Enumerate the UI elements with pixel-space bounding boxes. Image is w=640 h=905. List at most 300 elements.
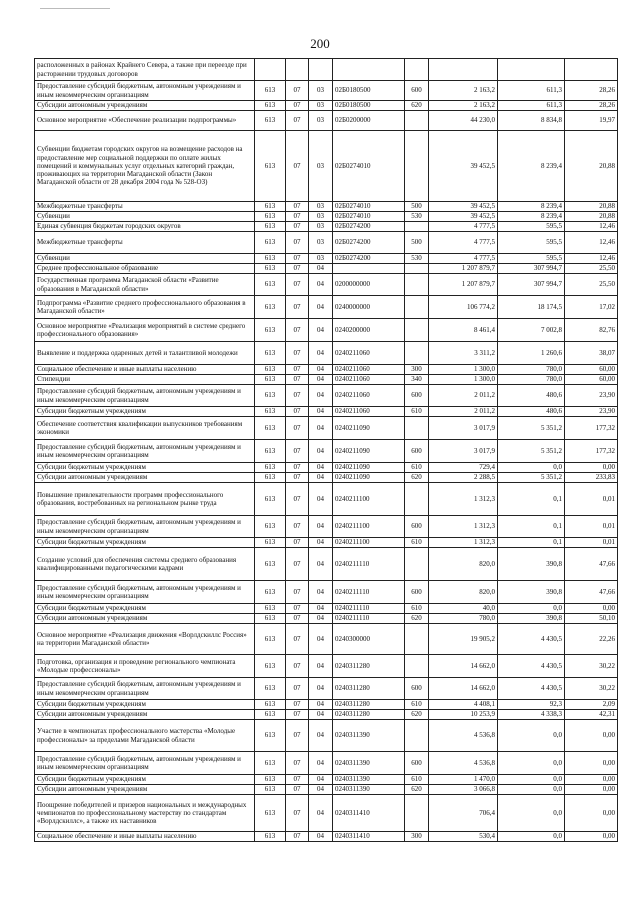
row-section: 07 [286, 264, 309, 274]
row-subsection: 04 [309, 342, 333, 365]
row-target-code: 0240311390 [333, 720, 405, 752]
row-section: 07 [286, 581, 309, 604]
row-percent: 17,02 [565, 296, 618, 319]
row-name: Предоставление субсидий бюджетным, автономным учреждениям и иным некоммерческим организациям [35, 752, 255, 775]
row-plan-amount: 4 536,8 [429, 720, 498, 752]
row-name: Участие в чемпионатах профессионального мастерства «Молодые профессионалы» за пределами Магаданской области [35, 720, 255, 752]
row-actual-amount: 0,0 [498, 795, 565, 832]
row-section: 07 [286, 604, 309, 614]
row-target-code: 0240211110 [333, 614, 405, 624]
row-name: Основное мероприятие «Реализация мероприятий в системе среднего профессионального образования» [35, 319, 255, 342]
row-name: Социальное обеспечение и иные выплаты населению [35, 832, 255, 842]
row-expense-type [405, 720, 429, 752]
row-subsection: 04 [309, 604, 333, 614]
row-percent: 0,00 [565, 720, 618, 752]
row-subsection: 04 [309, 375, 333, 385]
row-subsection: 04 [309, 795, 333, 832]
row-ministry-code: 613 [255, 319, 286, 342]
table-row [35, 212, 618, 222]
row-plan-amount: 1 207 879,7 [429, 274, 498, 296]
row-name: Предоставление субсидий бюджетным, автономным учреждениям и иным некоммерческим организациям [35, 81, 255, 101]
row-section: 07 [286, 131, 309, 202]
row-actual-amount: 611,3 [498, 81, 565, 101]
row-actual-amount: 390,8 [498, 581, 565, 604]
row-actual-amount: 0,0 [498, 604, 565, 614]
row-ministry-code: 613 [255, 795, 286, 832]
row-subsection: 04 [309, 710, 333, 720]
row-actual-amount [498, 59, 565, 81]
row-percent: 47,66 [565, 581, 618, 604]
table-row [35, 752, 618, 775]
row-subsection: 04 [309, 440, 333, 463]
row-actual-amount: 595,5 [498, 254, 565, 264]
table-row [35, 131, 618, 202]
row-subsection: 03 [309, 101, 333, 111]
row-section: 07 [286, 473, 309, 483]
row-ministry-code: 613 [255, 342, 286, 365]
row-subsection: 04 [309, 319, 333, 342]
table-row [35, 516, 618, 538]
row-target-code: 0240211110 [333, 604, 405, 614]
row-section: 07 [286, 440, 309, 463]
table-row [35, 59, 618, 81]
row-percent: 42,31 [565, 710, 618, 720]
row-section: 07 [286, 375, 309, 385]
row-actual-amount: 780,0 [498, 375, 565, 385]
row-expense-type: 500 [405, 202, 429, 212]
page-number: 200 [310, 36, 330, 51]
budget-table-body [35, 59, 618, 842]
table-row [35, 417, 618, 440]
row-ministry-code: 613 [255, 254, 286, 264]
row-name: Субсидии автономным учреждениям [35, 710, 255, 720]
row-ministry-code: 613 [255, 407, 286, 417]
row-ministry-code: 613 [255, 440, 286, 463]
row-actual-amount: 7 002,8 [498, 319, 565, 342]
table-row [35, 624, 618, 655]
row-section: 07 [286, 614, 309, 624]
row-name: Подготовка, организация и проведение регионального чемпионата «Молодые профессионалы» [35, 655, 255, 678]
row-actual-amount: 0,0 [498, 463, 565, 473]
row-name: Предоставление субсидий бюджетным, автономным учреждениям и иным некоммерческим организациям [35, 678, 255, 700]
row-section: 07 [286, 785, 309, 795]
row-target-code: 0240211110 [333, 581, 405, 604]
row-percent: 0,00 [565, 785, 618, 795]
row-section: 07 [286, 254, 309, 264]
row-plan-amount: 2 163,2 [429, 81, 498, 101]
row-expense-type: 610 [405, 775, 429, 785]
row-ministry-code: 613 [255, 385, 286, 407]
row-percent: 60,00 [565, 375, 618, 385]
row-plan-amount: 40,0 [429, 604, 498, 614]
row-name: Субсидии бюджетным учреждениям [35, 463, 255, 473]
row-actual-amount: 480,6 [498, 385, 565, 407]
row-actual-amount: 390,8 [498, 614, 565, 624]
row-percent: 20,88 [565, 212, 618, 222]
row-actual-amount: 8 239,4 [498, 212, 565, 222]
row-ministry-code: 613 [255, 655, 286, 678]
row-actual-amount: 595,5 [498, 222, 565, 232]
row-plan-amount: 39 452,5 [429, 202, 498, 212]
row-plan-amount: 820,0 [429, 581, 498, 604]
row-percent: 60,00 [565, 365, 618, 375]
row-subsection: 04 [309, 407, 333, 417]
row-target-code: 0240311410 [333, 832, 405, 842]
row-actual-amount: 4 430,5 [498, 655, 565, 678]
row-plan-amount: 106 774,2 [429, 296, 498, 319]
row-ministry-code: 613 [255, 212, 286, 222]
row-target-code: 02Б0200000 [333, 111, 405, 131]
table-row [35, 407, 618, 417]
row-subsection: 04 [309, 385, 333, 407]
row-expense-type: 620 [405, 614, 429, 624]
row-expense-type: 600 [405, 81, 429, 101]
row-section: 07 [286, 624, 309, 655]
row-actual-amount: 0,1 [498, 483, 565, 516]
row-ministry-code: 613 [255, 264, 286, 274]
row-plan-amount: 2 163,2 [429, 101, 498, 111]
row-actual-amount: 307 994,7 [498, 264, 565, 274]
row-plan-amount: 8 461,4 [429, 319, 498, 342]
row-expense-type: 300 [405, 365, 429, 375]
row-ministry-code: 613 [255, 624, 286, 655]
row-percent: 177,32 [565, 440, 618, 463]
row-percent: 30,22 [565, 655, 618, 678]
row-percent: 0,00 [565, 832, 618, 842]
row-ministry-code: 613 [255, 202, 286, 212]
row-expense-type [405, 274, 429, 296]
row-subsection: 03 [309, 81, 333, 101]
row-name: Выявление и поддержка одаренных детей и талантливой молодежи [35, 342, 255, 365]
row-expense-type: 610 [405, 604, 429, 614]
row-target-code: 0240311280 [333, 655, 405, 678]
row-expense-type [405, 59, 429, 81]
row-percent: 12,46 [565, 232, 618, 254]
row-name: Повышение привлекательности программ профессионального образования, востребованных на региональном рынке труда [35, 483, 255, 516]
row-name: Основное мероприятие «Обеспечение реализации подпрограммы» [35, 111, 255, 131]
table-row [35, 111, 618, 131]
row-target-code: 0240300000 [333, 624, 405, 655]
row-actual-amount: 0,0 [498, 752, 565, 775]
row-subsection: 04 [309, 678, 333, 700]
row-name: Предоставление субсидий бюджетным, автономным учреждениям и иным некоммерческим организациям [35, 440, 255, 463]
row-subsection: 03 [309, 202, 333, 212]
row-expense-type: 610 [405, 463, 429, 473]
row-subsection: 04 [309, 581, 333, 604]
row-target-code: 02Б0180500 [333, 81, 405, 101]
row-plan-amount: 3 017,9 [429, 417, 498, 440]
row-percent: 23,90 [565, 407, 618, 417]
row-name: Подпрограмма «Развитие среднего профессионального образования в Магаданской области» [35, 296, 255, 319]
row-actual-amount: 5 351,2 [498, 417, 565, 440]
row-actual-amount: 8 834,8 [498, 111, 565, 131]
row-section: 07 [286, 212, 309, 222]
row-plan-amount: 820,0 [429, 548, 498, 581]
row-actual-amount: 0,1 [498, 516, 565, 538]
row-expense-type [405, 548, 429, 581]
row-name: Субсидии автономным учреждениям [35, 101, 255, 111]
row-percent: 0,00 [565, 463, 618, 473]
row-percent: 28,26 [565, 81, 618, 101]
table-row [35, 775, 618, 785]
row-expense-type [405, 264, 429, 274]
row-ministry-code: 613 [255, 752, 286, 775]
row-name: Субсидии автономным учреждениям [35, 473, 255, 483]
row-name: Основное мероприятие «Реализация движения «Ворлдскиллс Россия» на территории Магаданской области» [35, 624, 255, 655]
row-subsection: 04 [309, 720, 333, 752]
row-expense-type: 610 [405, 700, 429, 710]
row-target-code: 0240211100 [333, 483, 405, 516]
row-subsection: 04 [309, 463, 333, 473]
row-plan-amount: 780,0 [429, 614, 498, 624]
table-row [35, 264, 618, 274]
row-target-code: 0240211060 [333, 385, 405, 407]
row-actual-amount: 1 260,6 [498, 342, 565, 365]
row-subsection: 04 [309, 775, 333, 785]
row-actual-amount: 595,5 [498, 232, 565, 254]
row-ministry-code: 613 [255, 700, 286, 710]
row-percent: 25,50 [565, 274, 618, 296]
row-percent [565, 59, 618, 81]
row-target-code: 02Б0274200 [333, 232, 405, 254]
row-expense-type: 600 [405, 581, 429, 604]
row-subsection: 04 [309, 516, 333, 538]
row-plan-amount: 44 230,0 [429, 111, 498, 131]
row-subsection: 04 [309, 473, 333, 483]
row-ministry-code: 613 [255, 548, 286, 581]
table-row [35, 81, 618, 101]
table-row [35, 548, 618, 581]
row-ministry-code: 613 [255, 131, 286, 202]
row-name: Субсидии автономным учреждениям [35, 614, 255, 624]
row-expense-type: 500 [405, 232, 429, 254]
row-expense-type: 610 [405, 538, 429, 548]
table-row [35, 342, 618, 365]
table-row [35, 785, 618, 795]
row-ministry-code: 613 [255, 604, 286, 614]
row-section: 07 [286, 417, 309, 440]
row-plan-amount: 2 011,2 [429, 385, 498, 407]
row-plan-amount: 14 662,0 [429, 678, 498, 700]
row-subsection: 03 [309, 111, 333, 131]
row-percent: 12,46 [565, 222, 618, 232]
row-section: 07 [286, 516, 309, 538]
row-section: 07 [286, 655, 309, 678]
row-percent: 0,00 [565, 752, 618, 775]
row-expense-type: 620 [405, 101, 429, 111]
row-name: Предоставление субсидий бюджетным, автономным учреждениям и иным некоммерческим организациям [35, 385, 255, 407]
row-name: Предоставление субсидий бюджетным, автономным учреждениям и иным некоммерческим организациям [35, 516, 255, 538]
row-subsection: 04 [309, 483, 333, 516]
row-section: 07 [286, 548, 309, 581]
row-plan-amount: 14 662,0 [429, 655, 498, 678]
row-section: 07 [286, 775, 309, 785]
table-row [35, 473, 618, 483]
row-target-code: 0240211100 [333, 516, 405, 538]
row-target-code: 0240311390 [333, 775, 405, 785]
row-expense-type: 340 [405, 375, 429, 385]
scan-corner-mark [40, 8, 110, 9]
row-plan-amount: 4 777,5 [429, 254, 498, 264]
row-percent: 25,50 [565, 264, 618, 274]
row-ministry-code: 613 [255, 516, 286, 538]
row-name: Субсидии бюджетным учреждениям [35, 775, 255, 785]
row-section: 07 [286, 700, 309, 710]
row-ministry-code: 613 [255, 375, 286, 385]
row-expense-type: 620 [405, 785, 429, 795]
row-name: Межбюджетные трансферты [35, 232, 255, 254]
row-section: 07 [286, 385, 309, 407]
row-plan-amount: 1 207 879,7 [429, 264, 498, 274]
row-section: 07 [286, 463, 309, 473]
row-target-code: 0240211090 [333, 473, 405, 483]
row-expense-type [405, 342, 429, 365]
row-subsection [309, 59, 333, 81]
row-name: Обеспечение соответствия квалификации выпускников требованиям экономики [35, 417, 255, 440]
table-row [35, 375, 618, 385]
row-name: Субвенции [35, 212, 255, 222]
row-percent: 0,00 [565, 795, 618, 832]
table-row [35, 720, 618, 752]
row-section: 07 [286, 407, 309, 417]
row-actual-amount: 611,3 [498, 101, 565, 111]
row-plan-amount: 39 452,5 [429, 212, 498, 222]
row-plan-amount: 39 452,5 [429, 131, 498, 202]
row-subsection: 04 [309, 832, 333, 842]
row-expense-type: 600 [405, 678, 429, 700]
row-expense-type: 620 [405, 473, 429, 483]
row-target-code: 0240311410 [333, 795, 405, 832]
row-expense-type [405, 296, 429, 319]
row-target-code [333, 264, 405, 274]
row-plan-amount: 2 011,2 [429, 407, 498, 417]
row-section: 07 [286, 319, 309, 342]
row-name: Предоставление субсидий бюджетным, автономным учреждениям и иным некоммерческим организациям [35, 581, 255, 604]
row-actual-amount: 92,3 [498, 700, 565, 710]
row-expense-type [405, 417, 429, 440]
row-ministry-code: 613 [255, 417, 286, 440]
table-row [35, 655, 618, 678]
row-expense-type [405, 655, 429, 678]
row-section: 07 [286, 202, 309, 212]
row-subsection: 04 [309, 548, 333, 581]
row-actual-amount: 780,0 [498, 365, 565, 375]
row-ministry-code: 613 [255, 365, 286, 375]
row-target-code: 0240311390 [333, 752, 405, 775]
row-plan-amount: 1 300,0 [429, 375, 498, 385]
row-plan-amount: 1 312,3 [429, 538, 498, 548]
row-section: 07 [286, 832, 309, 842]
row-target-code: 02Б0274010 [333, 202, 405, 212]
row-target-code: 02Б0274200 [333, 222, 405, 232]
row-percent: 50,10 [565, 614, 618, 624]
row-subsection: 04 [309, 274, 333, 296]
row-plan-amount: 3 017,9 [429, 440, 498, 463]
row-target-code: 0240211110 [333, 548, 405, 581]
row-expense-type: 300 [405, 832, 429, 842]
row-percent: 30,22 [565, 678, 618, 700]
row-plan-amount: 19 905,2 [429, 624, 498, 655]
row-subsection: 04 [309, 624, 333, 655]
row-ministry-code: 613 [255, 832, 286, 842]
row-section: 07 [286, 483, 309, 516]
row-ministry-code: 613 [255, 678, 286, 700]
table-row [35, 232, 618, 254]
table-row [35, 463, 618, 473]
row-plan-amount: 1 312,3 [429, 483, 498, 516]
row-expense-type [405, 319, 429, 342]
row-actual-amount: 390,8 [498, 548, 565, 581]
row-target-code: 02Б0274010 [333, 212, 405, 222]
row-name: Поощрение победителей и призеров национальных и международных чемпионатов по профессиональному мастерству по стандартам «Ворлдскиллс», а также их наставников [35, 795, 255, 832]
row-percent: 82,76 [565, 319, 618, 342]
row-section: 07 [286, 232, 309, 254]
row-plan-amount: 1 300,0 [429, 365, 498, 375]
row-target-code: 0240211060 [333, 365, 405, 375]
row-subsection: 04 [309, 417, 333, 440]
row-subsection: 04 [309, 614, 333, 624]
table-row [35, 795, 618, 832]
row-ministry-code: 613 [255, 222, 286, 232]
table-row [35, 319, 618, 342]
row-subsection: 04 [309, 264, 333, 274]
table-row [35, 254, 618, 264]
row-percent: 28,26 [565, 101, 618, 111]
row-plan-amount: 530,4 [429, 832, 498, 842]
row-target-code: 0240311280 [333, 710, 405, 720]
row-target-code: 0240311280 [333, 700, 405, 710]
row-percent: 0,01 [565, 538, 618, 548]
row-subsection: 04 [309, 538, 333, 548]
row-actual-amount: 8 239,4 [498, 202, 565, 212]
table-row [35, 101, 618, 111]
row-percent: 233,83 [565, 473, 618, 483]
row-ministry-code: 613 [255, 483, 286, 516]
row-subsection: 04 [309, 785, 333, 795]
row-ministry-code: 613 [255, 463, 286, 473]
row-section: 07 [286, 720, 309, 752]
row-plan-amount: 10 253,9 [429, 710, 498, 720]
row-ministry-code: 613 [255, 785, 286, 795]
row-target-code: 0240211090 [333, 417, 405, 440]
row-target-code: 02Б0274010 [333, 131, 405, 202]
row-subsection: 04 [309, 296, 333, 319]
table-row [35, 614, 618, 624]
table-row [35, 365, 618, 375]
row-actual-amount: 18 174,5 [498, 296, 565, 319]
row-name: Субвенции бюджетам городских округов на возмещение расходов на предоставление мер социальной поддержки по оплате жилых помещений и коммунальных услуг отдельных категорий граждан, проживающих на территории Магаданской области (Закон Магаданской области от 28 декабря 2004 года № 528-ОЗ) [35, 131, 255, 202]
table-row [35, 385, 618, 407]
row-section: 07 [286, 752, 309, 775]
row-percent: 20,88 [565, 202, 618, 212]
row-target-code: 0240211060 [333, 375, 405, 385]
row-expense-type: 530 [405, 254, 429, 264]
row-plan-amount: 4 777,5 [429, 222, 498, 232]
row-percent: 0,01 [565, 483, 618, 516]
row-plan-amount: 2 288,5 [429, 473, 498, 483]
row-name: Субсидии бюджетным учреждениям [35, 700, 255, 710]
row-target-code: 0200000000 [333, 274, 405, 296]
row-name: Субсидии бюджетным учреждениям [35, 604, 255, 614]
row-expense-type [405, 111, 429, 131]
row-actual-amount: 5 351,2 [498, 440, 565, 463]
row-name: Социальное обеспечение и иные выплаты населению [35, 365, 255, 375]
row-ministry-code: 613 [255, 232, 286, 254]
row-percent: 20,88 [565, 131, 618, 202]
table-row [35, 440, 618, 463]
row-section: 07 [286, 101, 309, 111]
row-subsection: 03 [309, 212, 333, 222]
